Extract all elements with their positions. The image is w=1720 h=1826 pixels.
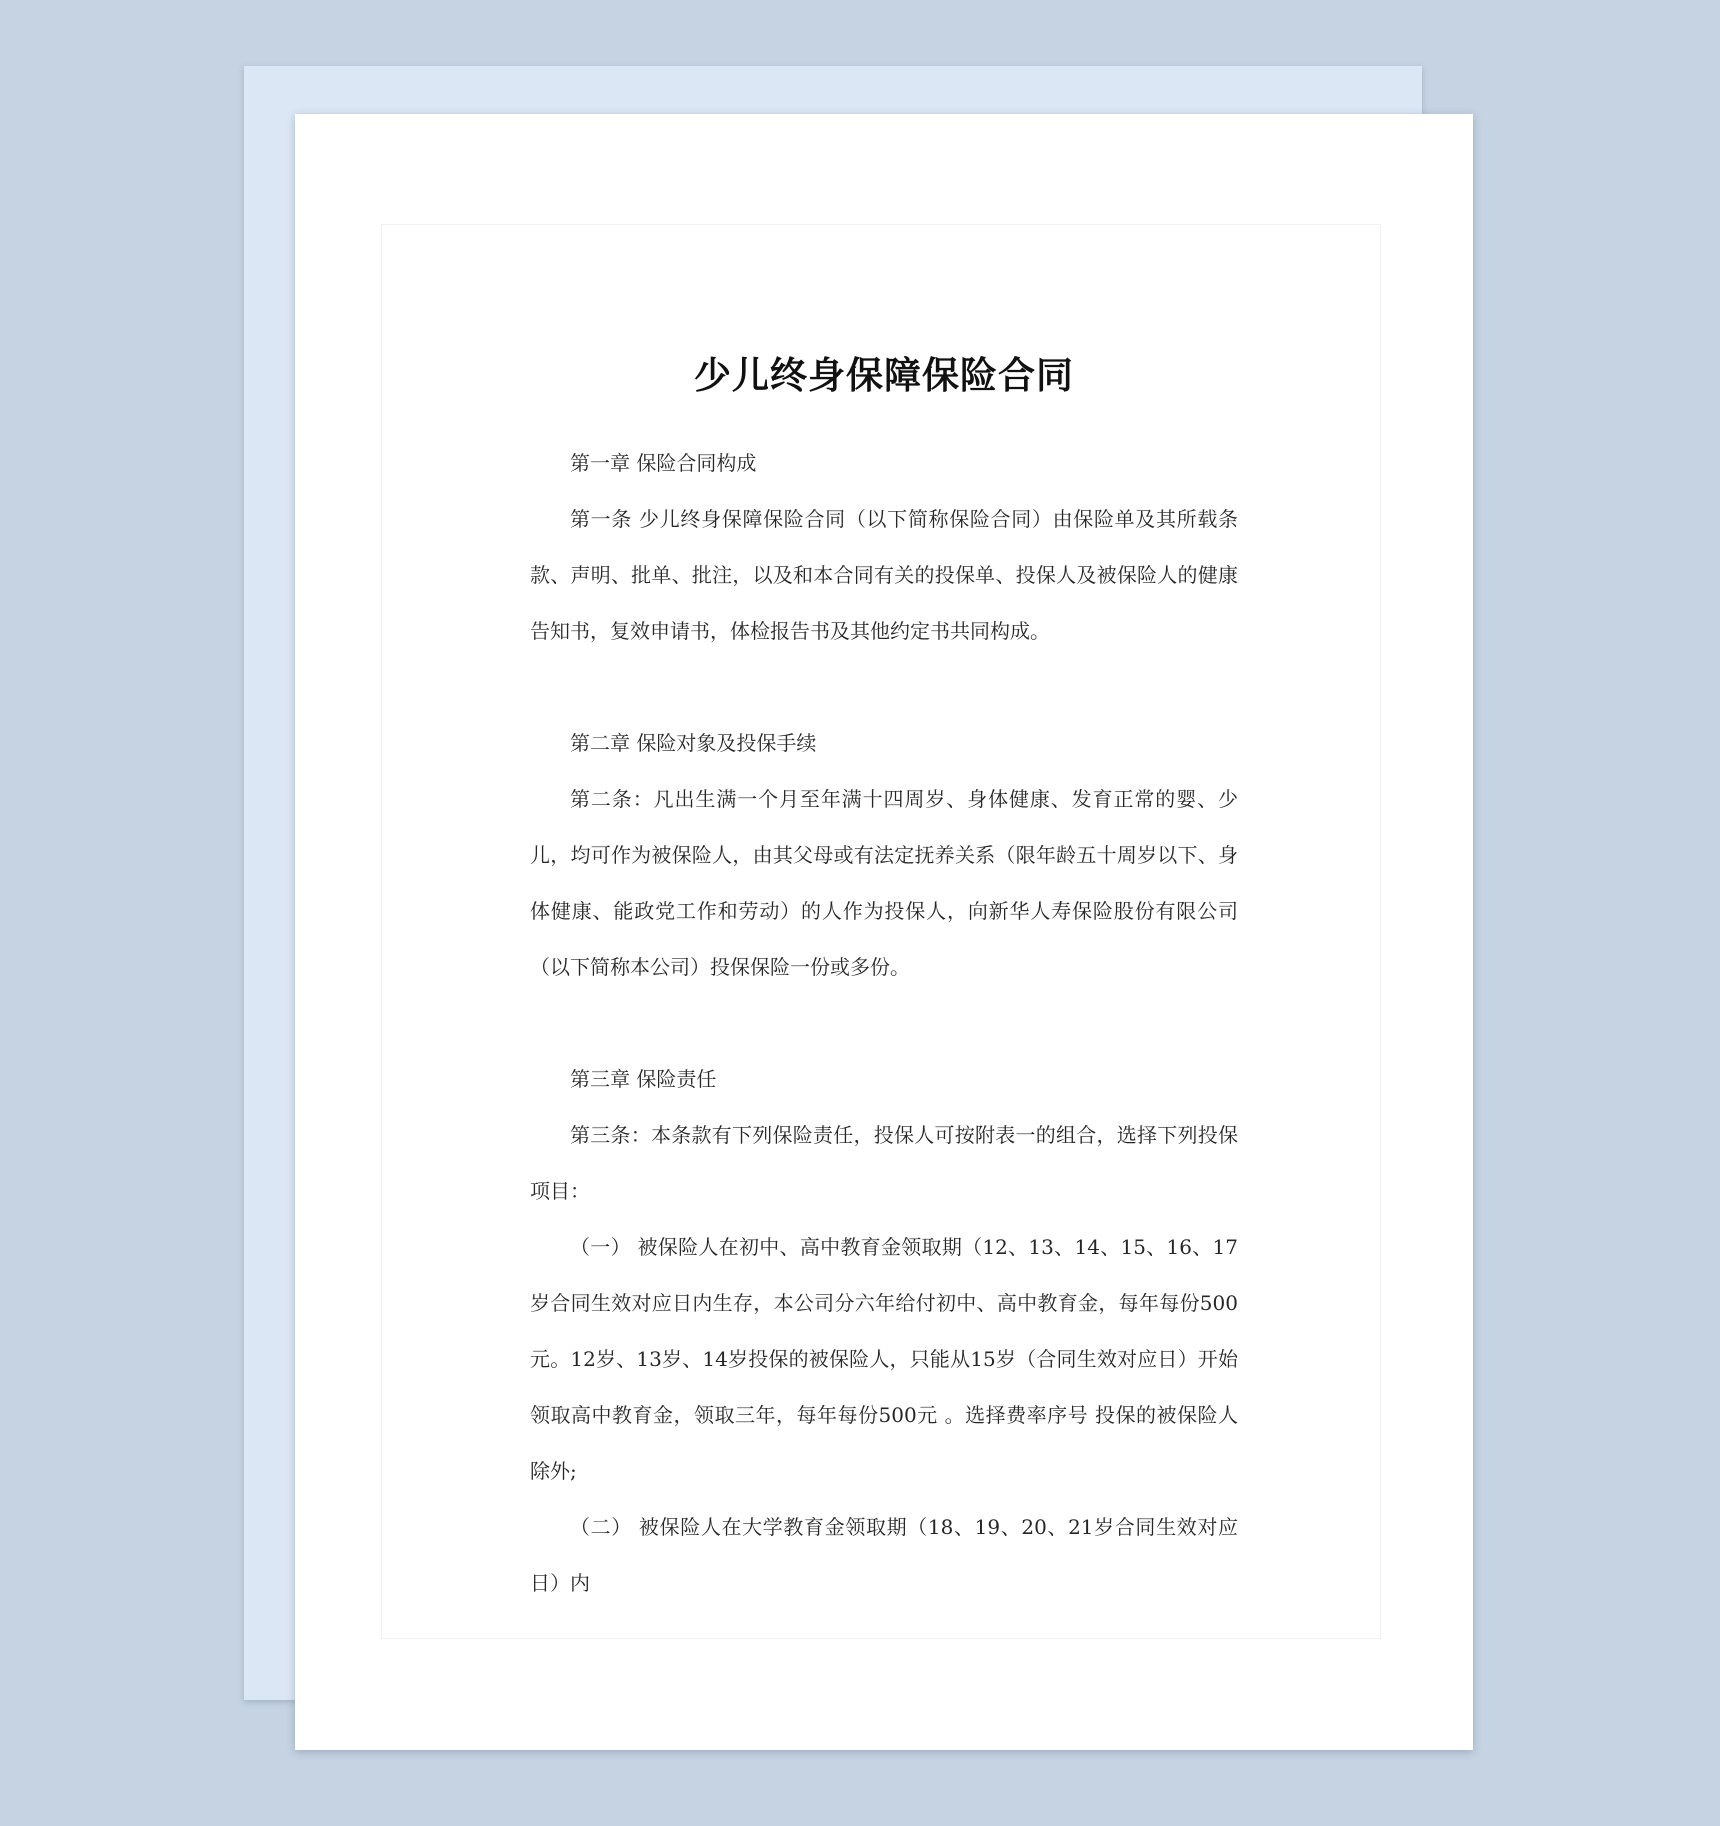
article-3-item-2: （二） 被保险人在大学教育金领取期（18、19、20、21岁合同生效对应日）内	[530, 1515, 1238, 1595]
chapter-2-heading: 第二章 保险对象及投保手续	[570, 731, 817, 755]
article-3: 第三条：本条款有下列保险责任，投保人可按附表一的组合，选择下列投保项目：	[530, 1123, 1238, 1203]
chapter-3-heading: 第三章 保险责任	[570, 1067, 717, 1091]
document-title: 少儿终身保障保险合同	[694, 354, 1074, 397]
article-3-item-1: （一） 被保险人在初中、高中教育金领取期（12、13、14、15、16、17岁合同生效对应日内生存，本公司分六年给付初中、高中教育金，每年每份500元。12岁、13岁、14岁投保的被保险人，只能从15岁（合同生效对应日）开始领取高中教育金，领取三年，每年每份500元 。选择费率序号 投保的被保险人除外;	[530, 1235, 1238, 1483]
section-spacer	[530, 659, 1238, 715]
document-body	[530, 350, 1238, 1611]
chapter-1-heading: 第一章 保险合同构成	[570, 451, 757, 475]
article-1: 第一条 少儿终身保障保险合同（以下简称保险合同）由保险单及其所载条款、声明、批单、批注，以及和本合同有关的投保单、投保人及被保险人的健康告知书，复效申请书，体检报告书及其他约定书共同构成。	[530, 507, 1238, 643]
document-page	[295, 114, 1473, 1750]
article-2: 第二条：凡出生满一个月至年满十四周岁、身体健康、发育正常的婴、少儿，均可作为被保险人，由其父母或有法定抚养关系（限年龄五十周岁以下、身体健康、能政党工作和劳动）的人作为投保人，向新华人寿保险股份有限公司（以下简称本公司）投保保险一份或多份。	[530, 787, 1238, 979]
section-spacer	[530, 995, 1238, 1051]
